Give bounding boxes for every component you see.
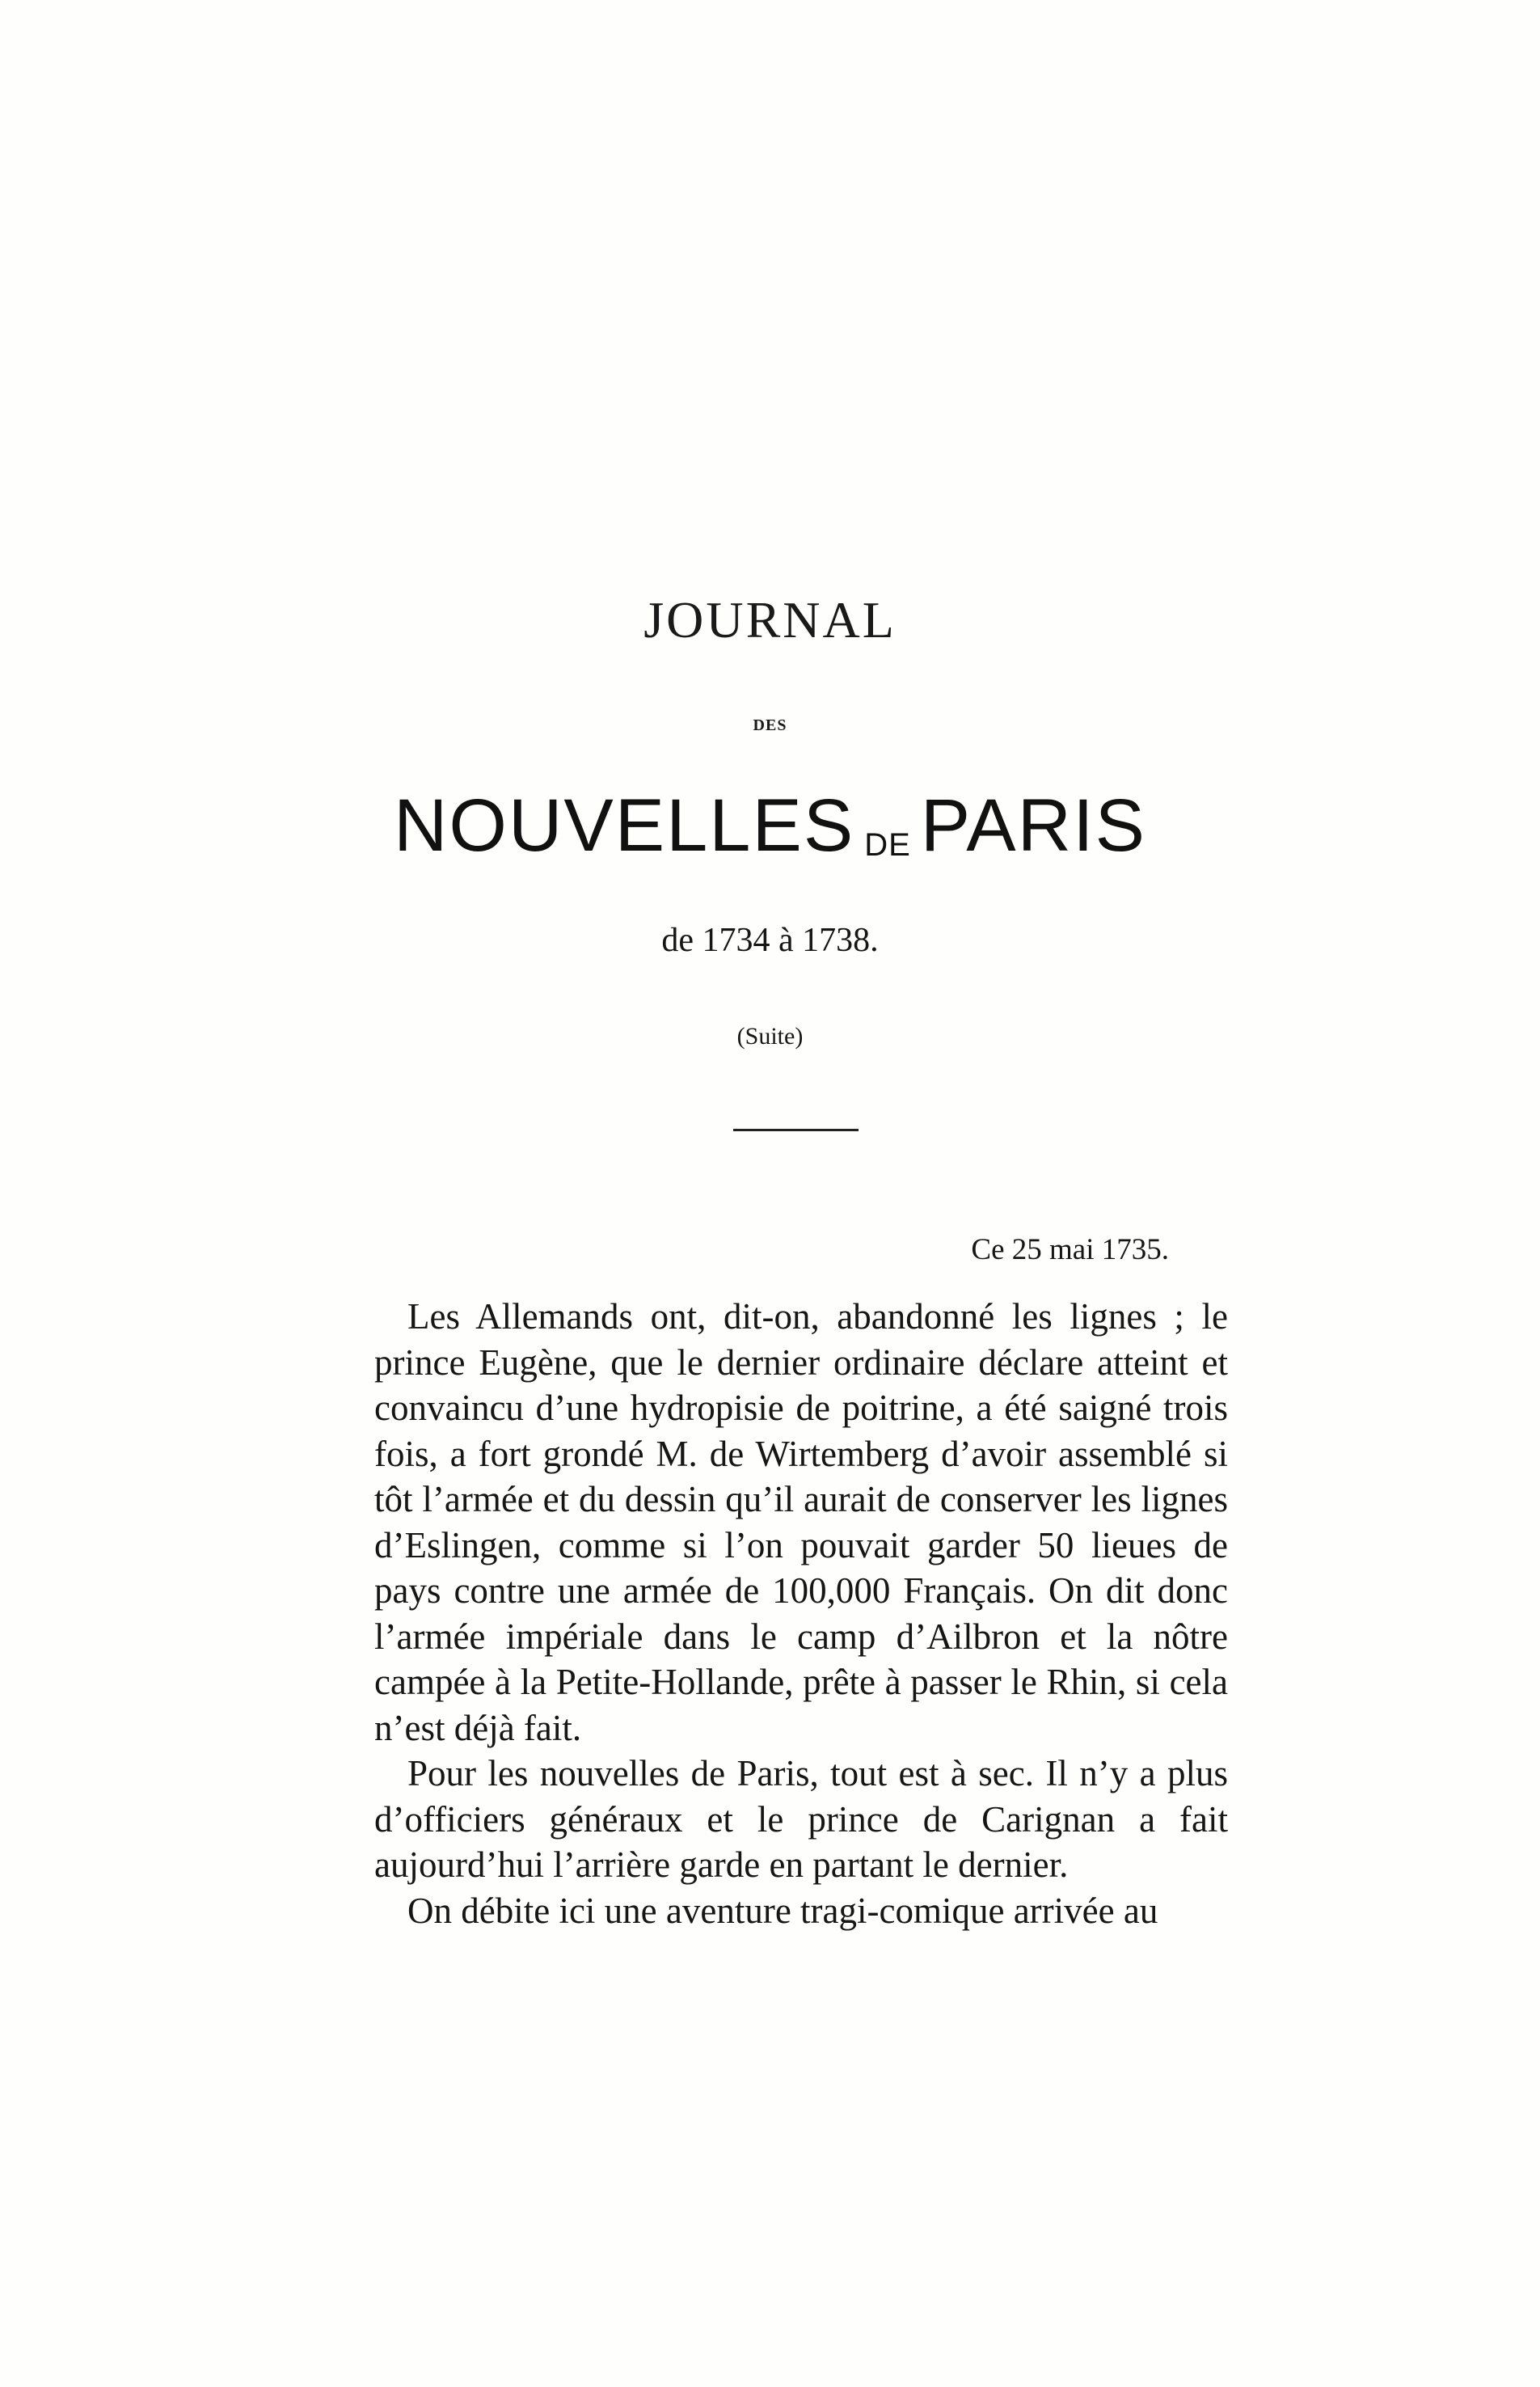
title-des: DES (753, 716, 787, 734)
title-suite: (Suite) (736, 1023, 804, 1050)
entry-dateline: Ce 25 mai 1735. (971, 1233, 1169, 1266)
separator-rule (733, 1129, 859, 1131)
main-title-paris: PARIS (920, 784, 1147, 867)
paragraph: On débite ici une aventure tragi-comique arrivée au (407, 1890, 1158, 1931)
main-title (0, 784, 1540, 867)
paragraph: Pour les nouvelles de Paris, tout est à sec. Il n’y a plus d’officiers généraux et le prince de Carignan a fait aujourd’hui l’arrière garde en partant le dernier. (374, 1753, 1228, 1885)
main-title-nouvelles: NOUVELLES (393, 784, 855, 867)
title-journal: JOURNAL (643, 591, 897, 649)
main-title-de: DE (864, 827, 911, 863)
paragraph: Les Allemands ont, dit-on, abandonné les lignes ; le prince Eugène, que le dernier ordinaire déclare atteint et convaincu d’une hydropisie de poitrine, a été saigné trois fois, a fort grondé M. de Wirtemberg d’avoir assemblé si tôt l’armée et du dessin qu’il aurait de conserver les lignes d’Eslingen, comme si l’on pouvait garder 50 lieues de pays contre une armée de 100,000 Français. On dit donc l’armée impériale dans le camp d’Ailbron et la nôtre campée à la Petite-Hollande, prête à passer le Rhin, si cela n’est déjà fait. (374, 1296, 1228, 1748)
entry-body (374, 1294, 1228, 1933)
title-dates: de 1734 à 1738. (661, 922, 879, 959)
